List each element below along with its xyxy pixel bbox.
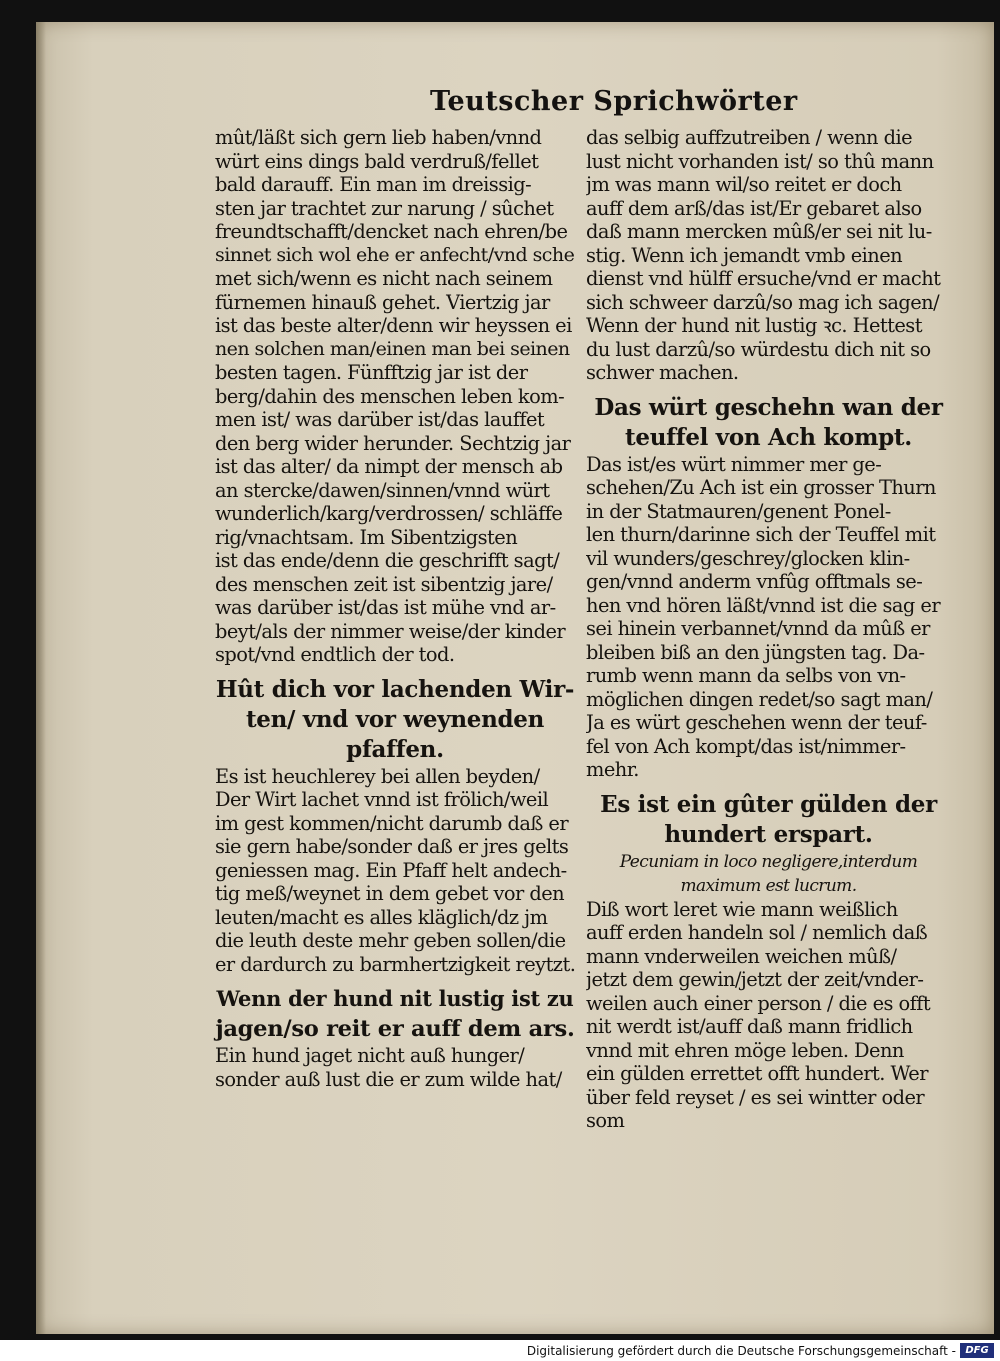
text-line: rumb wenn mann da selbs von vn- bbox=[586, 664, 906, 687]
heading-line: teuffel von Ach kompt. bbox=[625, 423, 912, 451]
text-line: jm was mann wil/so reitet er doch bbox=[586, 173, 902, 196]
latin-line: Pecuniam in loco negligere,interdum bbox=[619, 851, 918, 872]
text-line: des menschen zeit ist sibentzig jare/ bbox=[215, 572, 553, 596]
heading-line: Hût dich vor lachenden Wir- bbox=[215, 675, 575, 703]
text-line: ein gülden errettet offt hundert. Wer bbox=[586, 1062, 928, 1085]
text-line: vnnd mit ehren möge leben. Denn bbox=[586, 1038, 904, 1062]
latin-line: maximum est lucrum. bbox=[680, 875, 857, 896]
heading-line: jagen/so reit er auff dem ars. bbox=[215, 1016, 575, 1042]
text-line: über feld reyset / es sei wintter oder bbox=[586, 1085, 925, 1109]
heading-line: Es ist ein gûter gülden der bbox=[600, 790, 937, 818]
left-paragraph-1 bbox=[215, 126, 575, 667]
text-line: Das ist/es würt nimmer mer ge- bbox=[586, 452, 882, 476]
text-line: nit werdt ist/auff daß mann fridlich bbox=[586, 1015, 913, 1038]
text-line: sten jar trachtet zur narung / sûchet bbox=[215, 196, 554, 220]
heading-line: hundert erspart. bbox=[664, 820, 873, 848]
text-line: geniessen mag. Ein Pfaff helt andech- bbox=[215, 858, 567, 882]
text-line: im gest kommen/nicht darumb daß er bbox=[215, 811, 569, 835]
text-line: len thurn/darinne sich der Teuffel mit bbox=[586, 523, 936, 546]
text-line: das selbig auffzutreiben / wenn die bbox=[586, 126, 913, 149]
text-line: beyt/als der nimmer weise/der kinder bbox=[215, 619, 566, 643]
heading-line: pfaffen. bbox=[346, 735, 444, 763]
text-line: met sich/wenn es nicht nach seinem bbox=[215, 267, 553, 290]
text-line: er dardurch zu barmhertzigkeit reytzt. bbox=[215, 952, 575, 976]
text-line: lust nicht vorhanden ist/ so thû mann bbox=[586, 149, 934, 173]
left-column bbox=[215, 126, 575, 1091]
left-heading-2 bbox=[215, 675, 575, 765]
text-line: sonder auß lust die er zum wilde hat/ bbox=[215, 1067, 562, 1091]
heading-line: Wenn der hund nit lustig ist zu bbox=[216, 986, 574, 1011]
text-line: ist das alter/ da nimpt der mensch ab bbox=[215, 455, 563, 478]
text-line: sich schweer darzû/so mag ich sagen/ bbox=[586, 290, 940, 314]
text-line: du lust darzû/so würdestu dich nit so bbox=[586, 337, 931, 361]
text-line: an stercke/dawen/sinnen/vnnd würt bbox=[215, 478, 550, 502]
text-line: auff erden handeln sol / nemlich daß bbox=[586, 921, 928, 944]
text-line: ist das beste alter/denn wir heyssen ei bbox=[215, 314, 572, 337]
text-line: weilen auch einer person / die es offt bbox=[586, 991, 931, 1015]
text-line: spot/vnd endtlich der tod. bbox=[215, 643, 455, 666]
text-line: Es ist heuchlerey bei allen beyden/ bbox=[215, 764, 540, 788]
text-line: rig/vnachtsam. Im Sibentzigsten bbox=[215, 525, 518, 549]
text-line: bleiben biß an den jüngsten tag. Da- bbox=[586, 640, 925, 664]
left-paragraph-2 bbox=[215, 765, 575, 977]
text-line: hen vnd hören läßt/vnnd ist die sag er bbox=[586, 593, 941, 617]
text-line: bald darauff. Ein man im dreissig- bbox=[215, 173, 532, 196]
text-line: daß mann mercken mûß/er sei nit lu- bbox=[586, 220, 932, 243]
text-line: auff dem arß/das ist/Er gebaret also bbox=[586, 196, 922, 220]
right-latin-motto bbox=[586, 850, 951, 898]
text-line: dienst vnd hülff ersuche/vnd er macht bbox=[586, 267, 941, 290]
text-line: möglichen dingen redet/so sagt man/ bbox=[586, 687, 933, 711]
text-line: men ist/ was darüber ist/das lauffet bbox=[215, 408, 545, 431]
right-column bbox=[586, 126, 951, 1133]
text-line: was darüber ist/das ist mühe vnd ar- bbox=[215, 596, 556, 619]
text-line: Ja es würt geschehen wenn der teuf- bbox=[586, 711, 927, 734]
text-line: ist das ende/denn die geschrifft sagt/ bbox=[215, 549, 560, 572]
text-line: Diß wort leret wie mann weißlich bbox=[586, 897, 898, 921]
left-heading-3 bbox=[215, 984, 575, 1044]
dfg-logo: DFG bbox=[960, 1343, 994, 1358]
running-head: Teutscher Sprichwörter bbox=[430, 86, 798, 117]
text-line: fel von Ach kompt/das ist/nimmer- bbox=[586, 734, 906, 758]
text-line: vil wunders/geschrey/glocken klin- bbox=[586, 546, 910, 570]
funding-credit: Digitalisierung gefördert durch die Deutsche Forschungsgemeinschaft - bbox=[526, 1344, 956, 1358]
text-line: schwer machen. bbox=[586, 361, 739, 384]
text-line: Ein hund jaget nicht auß hunger/ bbox=[215, 1044, 525, 1067]
text-line: gen/vnnd anderm vnfûg offtmals se- bbox=[586, 570, 923, 593]
heading-line: Das würt geschehn wan der bbox=[594, 393, 943, 421]
text-line: den berg wider herunder. Sechtzig jar bbox=[215, 431, 571, 455]
text-line: sinnet sich wol ehe er anfecht/vnd sche bbox=[215, 243, 575, 266]
left-paragraph-3 bbox=[215, 1044, 575, 1091]
text-line: Der Wirt lachet vnnd ist frölich/weil bbox=[215, 788, 549, 811]
right-heading-2 bbox=[586, 393, 951, 453]
text-line: mehr. bbox=[586, 758, 639, 781]
right-heading-3 bbox=[586, 790, 951, 850]
text-line: stig. Wenn ich jemandt vmb einen bbox=[586, 243, 903, 267]
text-line: sie gern habe/sonder daß er jres gelts bbox=[215, 835, 569, 858]
right-paragraph-3 bbox=[586, 898, 951, 1133]
text-line: schehen/Zu Ach ist ein grosser Thurn bbox=[586, 476, 936, 499]
right-paragraph-1 bbox=[586, 126, 951, 385]
text-line: besten tagen. Fünfftzig jar ist der bbox=[215, 361, 528, 384]
page-gutter-shadow bbox=[36, 22, 46, 1334]
text-line: fürnemen hinauß gehet. Viertzig jar bbox=[215, 290, 550, 314]
text-line: nen solchen man/einen man bei seinen bbox=[215, 337, 570, 360]
text-line: jetzt dem gewin/jetzt der zeit/vnder- bbox=[586, 968, 924, 991]
text-line: berg/dahin des menschen leben kom- bbox=[215, 384, 565, 408]
text-line: mût/läßt sich gern lieb haben/vnnd bbox=[215, 126, 542, 149]
text-line: freundtschafft/dencket nach ehren/be bbox=[215, 220, 568, 243]
text-line: tig meß/weynet in dem gebet vor den bbox=[215, 882, 565, 905]
text-line: som bbox=[586, 1109, 625, 1132]
text-line: die leuth deste mehr geben sollen/die bbox=[215, 929, 566, 952]
text-line: wunderlich/karg/verdrossen/ schläffe bbox=[215, 502, 563, 525]
text-line: leuten/macht es alles kläglich/dz jm bbox=[215, 905, 548, 929]
text-line: würt eins dings bald verdruß/fellet bbox=[215, 149, 539, 173]
right-paragraph-2 bbox=[586, 453, 951, 782]
text-line: sei hinein verbannet/vnnd da mûß er bbox=[586, 617, 930, 640]
text-line: in der Statmauren/genent Ponel- bbox=[586, 499, 891, 523]
heading-line: ten/ vnd vor weynenden bbox=[245, 705, 545, 733]
text-line: Wenn der hund nit lustig ꝛc. Hettest bbox=[586, 314, 922, 337]
text-line: mann vnderweilen weichen mûß/ bbox=[586, 944, 897, 968]
